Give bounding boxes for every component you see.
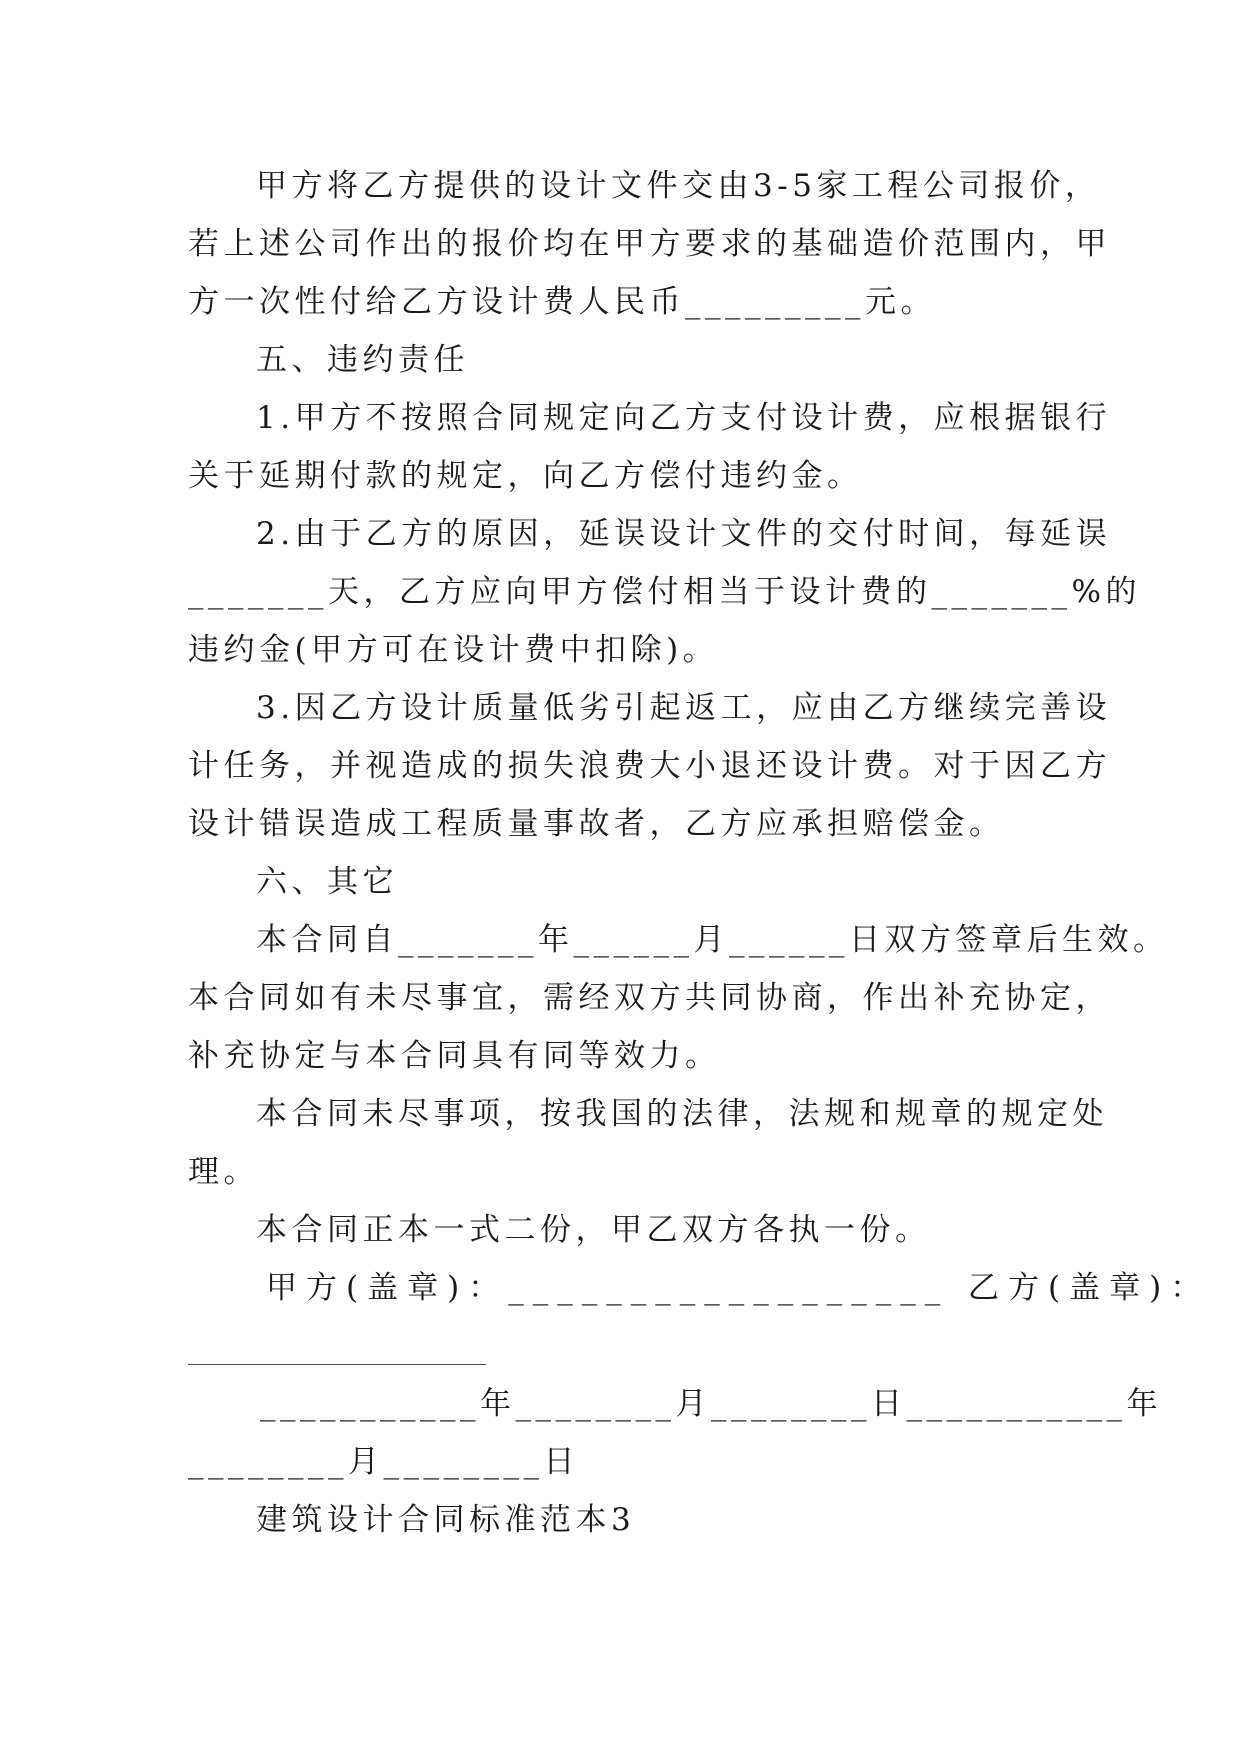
- paragraph-line: 本合同如有未尽事宜，需经双方共同协商，作出补充协定，: [188, 980, 1111, 1016]
- paragraph-line: 2.由于乙方的原因，延误设计文件的交付时间，每延误: [256, 516, 1112, 552]
- paragraph-line: 3.因乙方设计质量低劣引起返工，应由乙方继续完善设: [256, 690, 1112, 726]
- paragraph-line: 方一次性付给乙方设计费人民币_________元。: [188, 284, 936, 320]
- paragraph-line: 补充协定与本合同具有同等效力。: [188, 1038, 721, 1074]
- paragraph-line: 设计错误造成工程质量事故者，乙方应承担赔偿金。: [188, 806, 1005, 842]
- paragraph-line: 本合同自_______年______月______日双方签章后生效。: [256, 922, 1169, 958]
- signature-line: 甲方(盖章)：__________________ 乙方(盖章)：: [266, 1270, 1211, 1306]
- paragraph-line: 1.甲方不按照合同规定向乙方支付设计费，应根据银行: [256, 400, 1112, 436]
- paragraph-line: 理。: [188, 1154, 259, 1190]
- date-line: ________月________日: [188, 1444, 579, 1480]
- paragraph-line: 关于延期付款的规定，向乙方偿付违约金。: [188, 458, 863, 494]
- paragraph-line: 甲方将乙方提供的设计文件交由3-5家工程公司报价，: [256, 168, 1101, 204]
- paragraph-line: 违约金(甲方可在设计费中扣除)。: [188, 632, 719, 668]
- paragraph-line: 本合同正本一式二份，甲乙双方各执一份。: [256, 1212, 931, 1248]
- section-heading: 五、违约责任: [256, 342, 469, 378]
- paragraph-line: 本合同未尽事项，按我国的法律，法规和规章的规定处: [256, 1096, 1108, 1132]
- paragraph-line: 计任务，并视造成的损失浪费大小退还设计费。对于因乙方: [188, 748, 1111, 784]
- document-title: 建筑设计合同标准范本3: [256, 1502, 636, 1538]
- signature-blank-line: [188, 1364, 486, 1365]
- section-heading: 六、其它: [256, 864, 398, 900]
- paragraph-line: _______天，乙方应向甲方偿付相当于设计费的_______%的: [188, 574, 1141, 610]
- paragraph-line: 若上述公司作出的报价均在甲方要求的基础造价范围内，甲: [188, 226, 1111, 262]
- date-line: ___________年________月________日___________年: [260, 1386, 1162, 1422]
